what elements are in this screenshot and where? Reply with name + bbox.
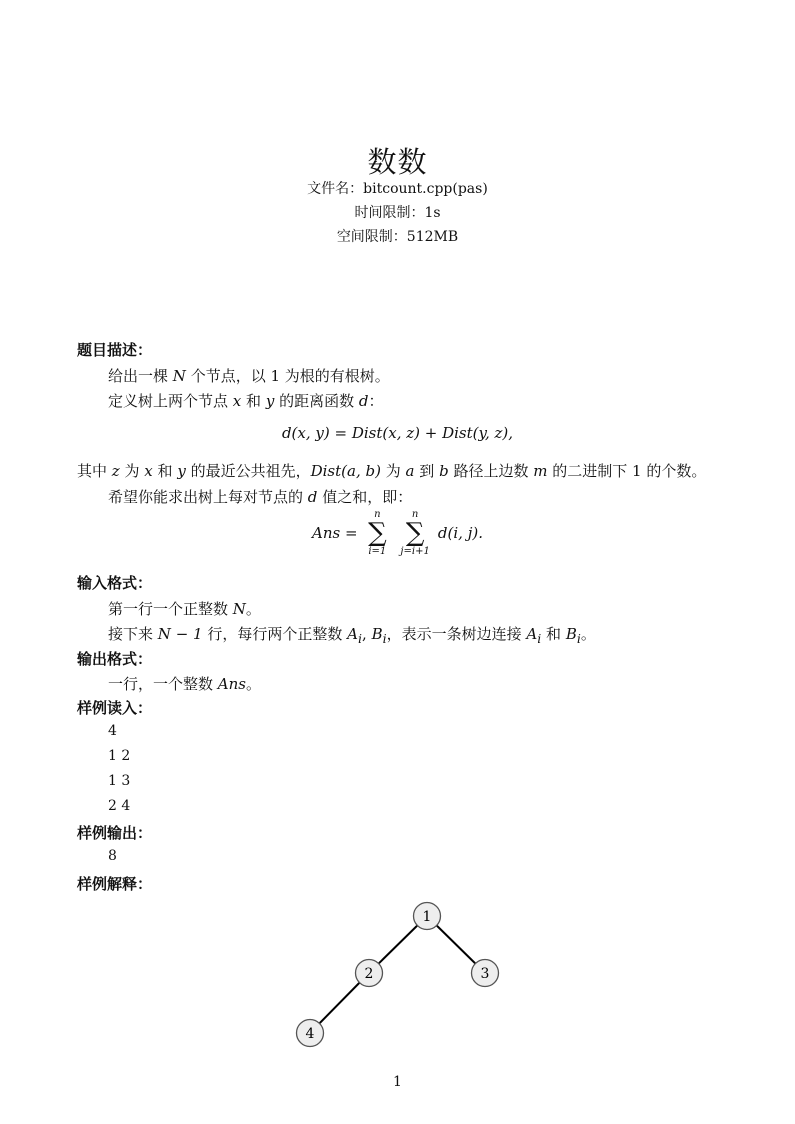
- sample-explanation-heading: 样例解释：: [77, 875, 153, 893]
- desc-paragraph-3: 其中 z 为 x 和 y 的最近公共祖先，Dist(a, b) 为 a 到 b 路径上边数 m 的二进制下 1 的个数。: [77, 462, 707, 480]
- page-number: 1: [393, 1074, 402, 1090]
- sample-input-line: 2 4: [108, 798, 131, 814]
- desc-paragraph-4: 希望你能求出树上每对节点的 d 值之和，即：: [108, 488, 413, 506]
- distance-formula: d(x, y) = Dist(x, z) + Dist(y, z),: [281, 424, 514, 442]
- description-heading: 题目描述：: [77, 341, 153, 359]
- sample-input-heading: 样例读入：: [77, 699, 153, 717]
- answer-formula: Ans = n ∑ i=1 n ∑ j=i+1 d(i, j).: [312, 509, 483, 557]
- sample-output-line: 8: [108, 848, 117, 864]
- tree-node-3: [472, 960, 499, 987]
- svg-text:3: 3: [480, 966, 490, 982]
- tree-node-2: [356, 960, 383, 987]
- sample-input-line: 1 2: [108, 748, 131, 764]
- filename-line: 文件名：bitcount.cpp(pas): [307, 181, 488, 197]
- input-line-1: 第一行一个正整数 N。: [108, 600, 261, 618]
- input-format-heading: 输入格式：: [77, 574, 153, 592]
- desc-paragraph-2: 定义树上两个节点 x 和 y 的距离函数 d：: [108, 392, 384, 410]
- tree-edges: [310, 916, 485, 1033]
- svg-text:1: 1: [422, 909, 432, 925]
- page-title: 数数: [367, 145, 428, 179]
- time-limit-line: 时间限制：1s: [354, 205, 441, 221]
- output-line-1: 一行，一个整数 Ans。: [108, 675, 262, 693]
- sum-symbol-2: n ∑ j=i+1: [400, 509, 430, 557]
- sum-symbol-1: n ∑ i=1: [368, 509, 387, 557]
- sample-input-line: 1 3: [108, 773, 131, 789]
- input-line-2: 接下来 N − 1 行，每行两个正整数 $A_i$, $B_i$，表示一条树边连接 $A_i$ 和 $B_i$。: [108, 625, 596, 646]
- memory-limit-line: 空间限制：512MB: [336, 229, 459, 245]
- svg-text:4: 4: [305, 1026, 315, 1042]
- desc-paragraph-1: 给出一棵 N 个节点，以 1 为根的有根树。: [108, 367, 390, 385]
- sample-output-heading: 样例输出：: [77, 824, 153, 842]
- output-format-heading: 输出格式：: [77, 650, 153, 668]
- tree-node-4: [297, 1020, 324, 1047]
- svg-text:2: 2: [364, 966, 374, 982]
- tree-node-1: [414, 903, 441, 930]
- sample-input-line: 4: [108, 723, 117, 739]
